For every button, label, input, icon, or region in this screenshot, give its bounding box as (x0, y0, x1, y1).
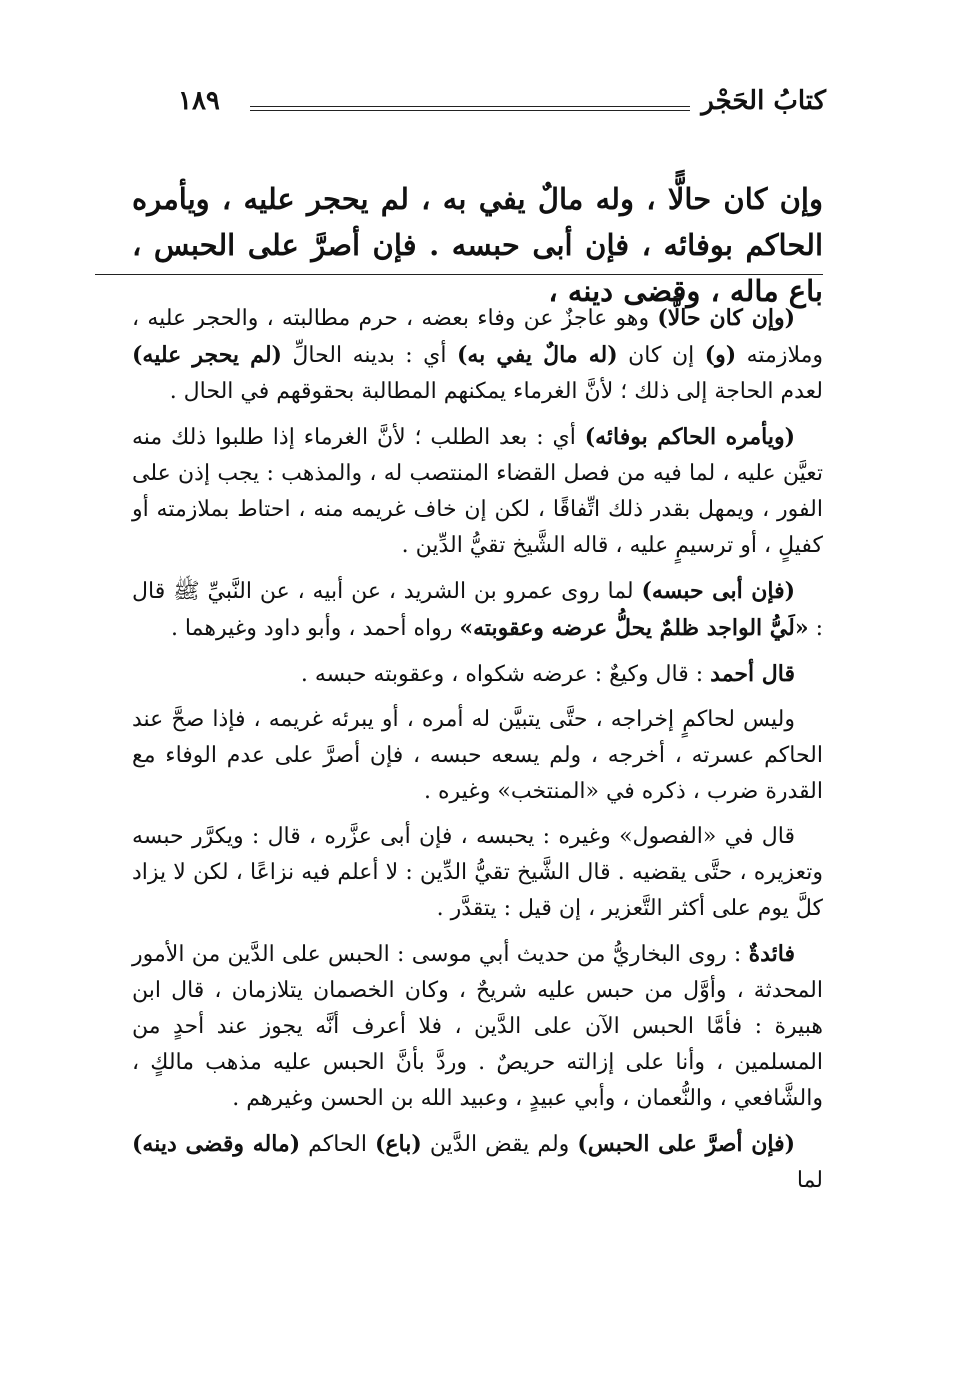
commentary-text: : روى البخاريُّ من حديث أبي موسى : الحبس على الدَّين من الأمور المحدثة ، وأوَّل من حبس عليه شريحٌ ، وكان الخصمان يتلازمان ، قال ابن هبيرة : فأمَّا الحبس الآن على الدَّين ، فلا أعرف أنَّه يجوز عند أحدٍ من المسلمين ، وأنا على إزالته حريصٌ . وردَّ بأنَّ الحبس عليه مذهب مالكٍ ، والشَّافعي ، والنُّعمان ، وأبي عبيدٍ ، وعبيد الله بن الحسن وغيرهم . (132, 942, 823, 1111)
commentary-paragraph-4 (132, 656, 823, 693)
running-header (178, 86, 826, 122)
commentary-text: أي : بعد الطلب ؛ لأنَّ الغرماء إذا طلبوا ذلك منه تعيَّن عليه ، لما فيه من فصل القضاء المنتصب له ، والمذهب : يجب إذن على الفور ، ويمهل بقدر ذلك اتِّفاقًا ، لكن إن خاف غريمه منه ، احتاط بملازمته أو كفيلٍ ، أو ترسيمٍ عليه ، قاله الشَّيخ تقيُّ الدِّين . (132, 425, 823, 558)
commentary-paragraph-6 (132, 819, 823, 927)
quoted-matn: (باع) (375, 1131, 422, 1157)
commentary-text: ولم يقض الدَّين (421, 1132, 578, 1157)
page-number: ١٨٩ (178, 86, 220, 116)
quoted-matn: (و) (704, 342, 737, 368)
commentary-text: رواه أحمد ، وأبو داود وغيرهما . (170, 616, 460, 641)
commentary-text: قال في «الفصول» وغيره : يحبسه ، فإن أبى عزَّره ، قال : ويكرَّر حبسه وتعزيره ، حتَّى يقضيه . قال الشَّيخ تقيُّ الدِّين : لا أعلم فيه نزاعًا ، لكن لا يزاد كلَّ يوم على أكثر التَّعزير ، إن قيل : يتقدَّر . (132, 824, 823, 921)
commentary-paragraph-3 (132, 573, 823, 647)
commentary-paragraph-5 (132, 702, 823, 810)
commentary-paragraph-7 (132, 936, 823, 1117)
commentary-paragraph-2 (132, 419, 823, 564)
quoted-matn: (فإن أصرَّ على الحبس) (577, 1131, 795, 1157)
running-title: كتابُ الحَجْر (701, 86, 826, 116)
quoted-matn: (ويأمره الحاكم بوفائه) (584, 424, 795, 450)
speaker-label: قال أحمد (710, 661, 795, 687)
commentary-text: وليس لحاكمٍ إخراجه ، حتَّى يتبيَّن له أمره ، أو يبرئه غريمه ، فإذا صحَّ عند الحاكم عسرته ، أخرجه ، ولم يسعه حبسه ، فإن أصرَّ على عدم الوفاء مع القدرة ضرب ، ذكره في «المنتخب» وغيره . (132, 707, 823, 804)
matn-text: وإن كان حالًّا ، وله مالٌ يفي به ، لم يحجر عليه ، ويأمره الحاكم بوفائه ، فإن أبى حبسه . فإن أصرَّ على الحبس ، باع ماله ، وقضى دينه ، (132, 182, 823, 308)
matn-separator-rule (95, 274, 823, 275)
commentary-text: : قال وكيعٌ : عرضه شكواه ، وعقوبته حبسه . (300, 662, 711, 687)
hadith-quote: «لَيُّ الواجد ظلمٌ يحلُّ عرضه وعقوبته» (459, 615, 809, 641)
note-label: فائدةٌ (748, 941, 795, 967)
quoted-matn: (وإن كان حالًّا) (657, 305, 796, 331)
commentary-text: الحاكم (300, 1132, 376, 1157)
quoted-matn: (ماله وقضى دينه) (132, 1131, 301, 1157)
commentary (132, 300, 823, 1208)
commentary-text: لما روى عمرو بن الشريد ، عن أبيه ، عن النَّبيِّ ﷺ قال : (132, 579, 823, 641)
header-rule (250, 106, 690, 107)
commentary-text: إن كان (617, 343, 705, 368)
quoted-matn: (لم يحجر عليه) (132, 342, 282, 368)
commentary-paragraph-1 (132, 300, 823, 410)
commentary-text: لعدم الحاجة إلى ذلك ؛ لأنَّ الغرماء يمكنهم المطالبة بحقوقهم في الحال . (169, 379, 823, 404)
quoted-matn: (فإن أبى حبسه) (641, 578, 796, 604)
commentary-text: أي : بدينه الحالِّ (281, 343, 457, 368)
commentary-text: وهو عاجزٌ عن وفاء بعضه ، حرم مطالبته ، والحجر عليه ، وملازمته (132, 306, 823, 368)
commentary-paragraph-8 (132, 1126, 823, 1199)
quoted-matn: (له مالٌ يفي به) (456, 342, 618, 368)
commentary-text: لما (796, 1168, 823, 1193)
